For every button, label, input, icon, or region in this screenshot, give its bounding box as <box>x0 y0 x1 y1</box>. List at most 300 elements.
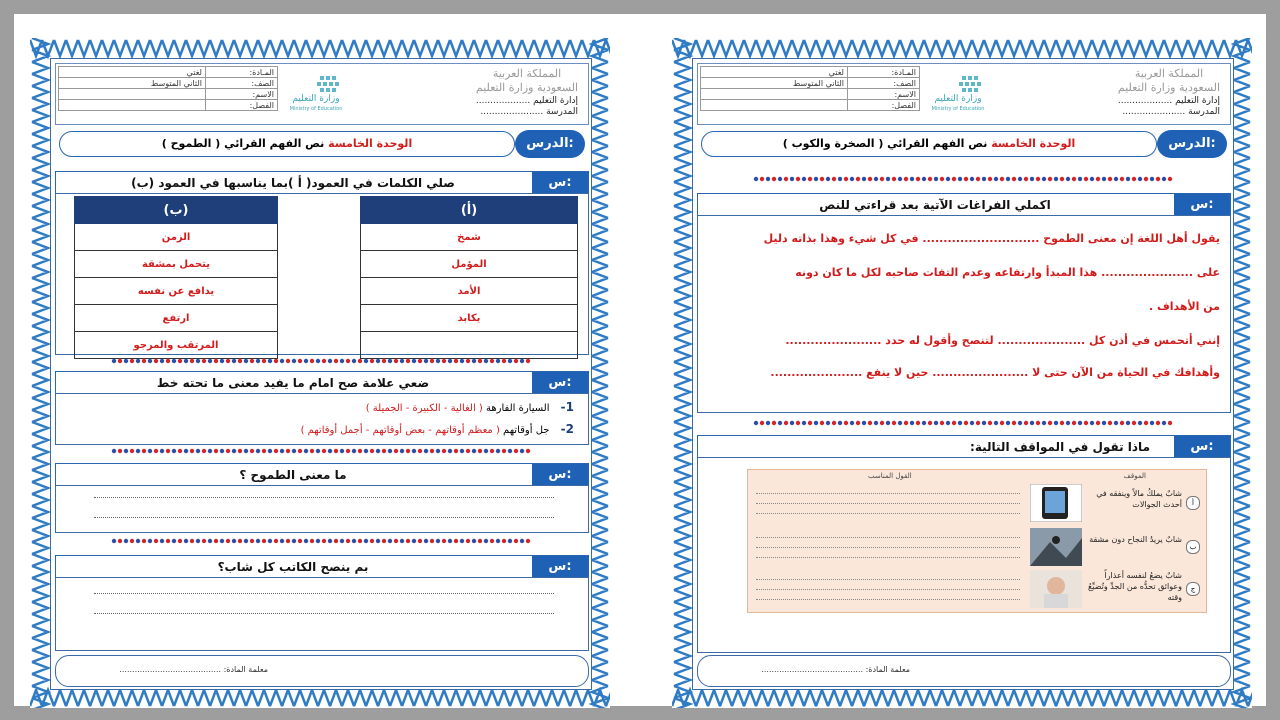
divider-dot <box>1090 421 1094 425</box>
divider-dot <box>808 421 812 425</box>
student-info-table <box>700 66 920 111</box>
divider-dot <box>1054 177 1058 181</box>
divider-dot <box>256 449 260 453</box>
divider-dot <box>922 177 926 181</box>
divider-dot <box>1078 177 1082 181</box>
divider-dot <box>832 421 836 425</box>
response-line[interactable] <box>756 502 1020 504</box>
divider-dot <box>286 449 290 453</box>
divider-dot <box>454 539 458 543</box>
divider-dot <box>868 421 872 425</box>
divider-dot <box>418 359 422 363</box>
column-b-cell: يدافع عن نفسه <box>75 278 278 305</box>
divider-dot <box>1000 177 1004 181</box>
ministry-logo <box>918 72 998 116</box>
divider-dot <box>766 421 770 425</box>
divider-dot <box>1090 177 1094 181</box>
divider-dot <box>130 449 134 453</box>
admin-lines <box>1118 96 1220 118</box>
divider-dot <box>310 539 314 543</box>
divider-dot <box>244 359 248 363</box>
divider-dot <box>1108 421 1112 425</box>
divider-dot <box>460 449 464 453</box>
divider-dot <box>202 359 206 363</box>
divider-dot <box>1084 421 1088 425</box>
divider-dot <box>214 449 218 453</box>
divider-dot <box>208 359 212 363</box>
info-label: الصف: <box>206 78 278 89</box>
divider-dot <box>274 539 278 543</box>
divider-dot <box>340 449 344 453</box>
divider-dot <box>820 421 824 425</box>
question-tag: س: <box>532 556 588 578</box>
response-line[interactable] <box>756 546 1020 548</box>
item-options: ( الغالية - الكبيرة - الجميلة ) <box>365 403 483 414</box>
question-text: ماذا تقول في المواقف التالية: <box>970 440 1150 454</box>
divider-dot <box>496 359 500 363</box>
divider-dot <box>514 359 518 363</box>
divider-dot <box>130 359 134 363</box>
question-text: صلي الكلمات في العمود( أ )بما يناسبها في العمود (ب) <box>131 176 455 190</box>
divider-dot <box>424 449 428 453</box>
question-tag: س: <box>1174 436 1230 458</box>
divider-dot <box>400 539 404 543</box>
question-bar-fill-blanks <box>697 193 1231 217</box>
climber-photo <box>1030 528 1082 566</box>
response-line[interactable] <box>756 578 1020 580</box>
column-b-cell: ارتفع <box>75 305 278 332</box>
divider-dot <box>430 449 434 453</box>
divider-dot <box>1078 421 1082 425</box>
kingdom-title: المملكة العربية السعودية وزارة التعليم <box>1117 67 1221 94</box>
divider-dot <box>514 539 518 543</box>
divider-dot <box>364 449 368 453</box>
divider-dot <box>1060 421 1064 425</box>
divider-dot <box>934 177 938 181</box>
divider-dot <box>280 539 284 543</box>
dotted-divider <box>753 175 1173 183</box>
divider-dot <box>970 421 974 425</box>
info-label: الصف: <box>848 78 920 89</box>
answer-line[interactable] <box>94 496 554 498</box>
divider-dot <box>160 359 164 363</box>
divider-dot <box>490 449 494 453</box>
divider-dot <box>232 359 236 363</box>
student-photo <box>1030 570 1082 608</box>
response-line[interactable] <box>756 512 1020 514</box>
column-a-cell: المؤمل <box>361 251 578 278</box>
divider-dot <box>970 177 974 181</box>
divider-dot <box>394 449 398 453</box>
divider-dot <box>1102 177 1106 181</box>
worksheet-inner <box>692 58 1234 690</box>
divider-dot <box>1150 421 1154 425</box>
matching-section <box>55 193 589 355</box>
divider-dot <box>376 359 380 363</box>
divider-dot <box>442 359 446 363</box>
divider-dot <box>388 449 392 453</box>
divider-dot <box>1012 177 1016 181</box>
divider-dot <box>772 177 776 181</box>
divider-dot <box>844 421 848 425</box>
divider-dot <box>292 449 296 453</box>
meaning-item <box>366 400 574 414</box>
divider-dot <box>1036 421 1040 425</box>
divider-dot <box>280 359 284 363</box>
divider-dot <box>178 359 182 363</box>
lesson-title: نص الفهم القرائي ( الطموح ) <box>161 137 325 150</box>
divider-dot <box>478 359 482 363</box>
logo-text-en: Ministry of Education <box>289 106 343 112</box>
divider-dot <box>124 449 128 453</box>
divider-dot <box>958 421 962 425</box>
divider-dot <box>784 177 788 181</box>
divider-dot <box>136 539 140 543</box>
divider-dot <box>790 421 794 425</box>
divider-dot <box>490 539 494 543</box>
answer-line[interactable] <box>94 592 554 594</box>
divider-dot <box>334 539 338 543</box>
divider-dot <box>184 539 188 543</box>
divider-dot <box>328 449 332 453</box>
divider-dot <box>526 539 530 543</box>
divider-dot <box>274 449 278 453</box>
divider-dot <box>430 539 434 543</box>
info-label: الاسم: <box>206 89 278 100</box>
fill-line: يقول أهل اللغة إن معنى الطموح ............................ في كل شيء وهذا بذاته دليل <box>763 232 1220 245</box>
divider-dot <box>790 177 794 181</box>
dotted-divider <box>753 419 1173 427</box>
divider-dot <box>124 539 128 543</box>
column-a-cell <box>361 332 578 359</box>
info-value <box>701 100 848 111</box>
divider-dot <box>1042 421 1046 425</box>
divider-dot <box>484 449 488 453</box>
divider-dot <box>1024 421 1028 425</box>
divider-dot <box>352 539 356 543</box>
info-row <box>701 78 920 89</box>
divider-dot <box>994 177 998 181</box>
info-row <box>59 67 278 78</box>
divider-dot <box>472 539 476 543</box>
divider-dot <box>112 449 116 453</box>
column-a-header: (أ) <box>361 197 578 224</box>
divider-dot <box>526 449 530 453</box>
divider-dot <box>412 359 416 363</box>
divider-dot <box>232 449 236 453</box>
divider-dot <box>316 359 320 363</box>
divider-dot <box>472 449 476 453</box>
divider-dot <box>754 421 758 425</box>
divider-dot <box>232 539 236 543</box>
response-line[interactable] <box>756 492 1020 494</box>
item-lead: جل أوقاتهم <box>503 425 550 436</box>
divider-dot <box>1126 177 1130 181</box>
divider-dot <box>1006 421 1010 425</box>
divider-dot <box>904 421 908 425</box>
divider-dot <box>478 449 482 453</box>
column-a-table <box>360 196 578 359</box>
divider-dot <box>526 359 530 363</box>
divider-dot <box>1168 421 1172 425</box>
divider-dot <box>1156 421 1160 425</box>
column-b-header: (ب) <box>75 197 278 224</box>
divider-dot <box>328 539 332 543</box>
divider-dot <box>346 449 350 453</box>
divider-dot <box>370 539 374 543</box>
divider-dot <box>808 177 812 181</box>
situation-row <box>752 482 1202 524</box>
divider-dot <box>454 449 458 453</box>
logo-text-en: Ministry of Education <box>931 106 985 112</box>
divider-dot <box>424 539 428 543</box>
situation-text: شابٌ يريدُ النجاح دون مشقة <box>1089 535 1182 544</box>
divider-dot <box>202 539 206 543</box>
divider-dot <box>256 539 260 543</box>
question-bar-advice <box>55 555 589 579</box>
situation-text: شابٌ يملكُ مالاً وينفقه في أحدث الجوالات <box>1096 489 1182 509</box>
divider-dot <box>1132 421 1136 425</box>
divider-dot <box>772 421 776 425</box>
column-b-cell: الزمن <box>75 224 278 251</box>
divider-dot <box>778 177 782 181</box>
divider-dot <box>976 421 980 425</box>
divider-dot <box>802 177 806 181</box>
divider-dot <box>412 449 416 453</box>
fill-line: إنني أتحمس في أذن كل ..................... لتنصح وأقول له حدد ....................... <box>785 334 1220 347</box>
divider-dot <box>832 177 836 181</box>
divider-dot <box>1138 177 1142 181</box>
divider-dot <box>406 449 410 453</box>
divider-dot <box>886 177 890 181</box>
item-options: ( معظم أوقاتهم - بعض أوقاتهم - أجمل أوقاتهم ) <box>300 425 500 436</box>
dotted-divider <box>111 447 531 455</box>
divider-dot <box>940 177 944 181</box>
divider-dot <box>922 421 926 425</box>
divider-dot <box>142 539 146 543</box>
divider-dot <box>934 421 938 425</box>
divider-dot <box>196 449 200 453</box>
divider-dot <box>118 449 122 453</box>
student-info-table <box>58 66 278 111</box>
fill-line: على ...................... هذا المبدأ وارتفاعه وعدم التفات صاحبه لكل ما كان دونه <box>795 266 1220 279</box>
divider-dot <box>310 359 314 363</box>
response-line[interactable] <box>756 536 1020 538</box>
info-value: الثاني المتوسط <box>701 78 848 89</box>
divider-dot <box>760 421 764 425</box>
divider-dot <box>130 539 134 543</box>
divider-dot <box>148 449 152 453</box>
divider-dot <box>1156 177 1160 181</box>
question-text: ما معنى الطموح ؟ <box>239 468 347 482</box>
divider-dot <box>202 449 206 453</box>
divider-dot <box>916 421 920 425</box>
divider-dot <box>340 539 344 543</box>
divider-dot <box>268 359 272 363</box>
divider-dot <box>964 421 968 425</box>
divider-dot <box>928 421 932 425</box>
divider-dot <box>262 449 266 453</box>
info-value <box>701 89 848 100</box>
divider-dot <box>136 449 140 453</box>
divider-dot <box>856 177 860 181</box>
situation-column-header: الموقف <box>1123 472 1146 480</box>
divider-dot <box>250 449 254 453</box>
divider-dot <box>1114 421 1118 425</box>
divider-dot <box>148 359 152 363</box>
divider-dot <box>166 539 170 543</box>
divider-dot <box>520 359 524 363</box>
divider-dot <box>196 539 200 543</box>
divider-dot <box>154 359 158 363</box>
divider-dot <box>868 177 872 181</box>
admin-lines <box>476 96 578 118</box>
divider-dot <box>442 449 446 453</box>
divider-dot <box>862 177 866 181</box>
divider-dot <box>478 539 482 543</box>
divider-dot <box>520 449 524 453</box>
info-row <box>701 89 920 100</box>
divider-dot <box>1162 177 1166 181</box>
divider-dot <box>346 539 350 543</box>
situation-number: ب <box>1186 540 1200 554</box>
divider-dot <box>286 359 290 363</box>
answer-line[interactable] <box>94 612 554 614</box>
divider-dot <box>898 421 902 425</box>
divider-dot <box>1054 421 1058 425</box>
divider-dot <box>358 449 362 453</box>
divider-dot <box>406 539 410 543</box>
divider-dot <box>802 421 806 425</box>
divider-dot <box>1084 177 1088 181</box>
admin-line: إدارة التعليم ................... <box>475 96 578 106</box>
worksheet-inner <box>50 58 592 690</box>
divider-dot <box>454 359 458 363</box>
divider-dot <box>850 177 854 181</box>
divider-dot <box>448 539 452 543</box>
divider-dot <box>244 449 248 453</box>
divider-dot <box>874 177 878 181</box>
divider-dot <box>448 359 452 363</box>
divider-dot <box>322 359 326 363</box>
divider-dot <box>856 421 860 425</box>
divider-dot <box>862 421 866 425</box>
meaning-item <box>301 422 574 436</box>
divider-dot <box>838 177 842 181</box>
question-bar-matching <box>55 171 589 195</box>
divider-dot <box>220 359 224 363</box>
divider-dot <box>784 421 788 425</box>
divider-dot <box>520 539 524 543</box>
info-value: لغتي <box>701 67 848 78</box>
divider-dot <box>190 539 194 543</box>
column-b-cell: يتحمل بمشقة <box>75 251 278 278</box>
divider-dot <box>484 539 488 543</box>
info-label: المـادة: <box>848 67 920 78</box>
divider-dot <box>352 449 356 453</box>
divider-dot <box>292 359 296 363</box>
divider-dot <box>190 449 194 453</box>
divider-dot <box>142 359 146 363</box>
answer-area[interactable] <box>55 485 589 533</box>
divider-dot <box>886 421 890 425</box>
question-tag: س: <box>532 464 588 486</box>
divider-dot <box>310 449 314 453</box>
divider-dot <box>1030 177 1034 181</box>
info-row <box>59 78 278 89</box>
divider-dot <box>112 359 116 363</box>
divider-dot <box>226 359 230 363</box>
divider-dot <box>298 449 302 453</box>
divider-dot <box>1102 421 1106 425</box>
divider-dot <box>436 449 440 453</box>
divider-dot <box>442 539 446 543</box>
divider-dot <box>1120 421 1124 425</box>
lesson-tag: الدرس: <box>1157 130 1227 158</box>
divider-dot <box>820 177 824 181</box>
answer-line[interactable] <box>94 516 554 518</box>
lesson-title-box <box>59 131 515 157</box>
question-text: اكملي الفراغات الآتية بعد قراءتي للنص <box>819 198 1051 212</box>
divider-dot <box>400 359 404 363</box>
unit-name: الوحدة الخامسة <box>991 137 1076 150</box>
answer-area[interactable] <box>55 577 589 651</box>
divider-dot <box>1072 177 1076 181</box>
divider-dot <box>814 177 818 181</box>
divider-dot <box>418 449 422 453</box>
divider-dot <box>760 177 764 181</box>
divider-dot <box>874 421 878 425</box>
divider-dot <box>946 421 950 425</box>
question-text: بم ينصح الكاتب كل شاب؟ <box>217 560 369 574</box>
divider-dot <box>226 539 230 543</box>
divider-dot <box>400 449 404 453</box>
response-line[interactable] <box>756 598 1020 600</box>
divider-dot <box>136 359 140 363</box>
response-line[interactable] <box>756 556 1020 558</box>
divider-dot <box>184 359 188 363</box>
divider-dot <box>508 449 512 453</box>
logo-text-ar: وزارة التعليم <box>934 94 982 104</box>
info-value: الثاني المتوسط <box>59 78 206 89</box>
divider-dot <box>382 539 386 543</box>
teacher-footer <box>55 655 589 687</box>
info-value <box>59 100 206 111</box>
lesson-title: نص الفهم القرائي ( الصخرة والكوب ) <box>782 137 988 150</box>
divider-dot <box>892 177 896 181</box>
divider-dot <box>976 177 980 181</box>
response-line[interactable] <box>756 588 1020 590</box>
divider-dot <box>1036 177 1040 181</box>
divider-dot <box>826 421 830 425</box>
divider-dot <box>172 359 176 363</box>
column-b-cell: المرتقب والمرجو <box>75 332 278 359</box>
divider-dot <box>994 421 998 425</box>
divider-dot <box>148 539 152 543</box>
ministry-logo <box>276 72 356 116</box>
divider-dot <box>220 539 224 543</box>
divider-dot <box>508 359 512 363</box>
divider-dot <box>382 359 386 363</box>
divider-dot <box>490 359 494 363</box>
divider-dot <box>154 539 158 543</box>
divider-dot <box>418 539 422 543</box>
divider-dot <box>256 359 260 363</box>
lesson-tag: الدرس: <box>515 130 585 158</box>
divider-dot <box>244 539 248 543</box>
fill-line: من الأهداف . <box>1148 300 1220 313</box>
teacher-label: معلمة المادة: ........................................ <box>761 665 910 674</box>
